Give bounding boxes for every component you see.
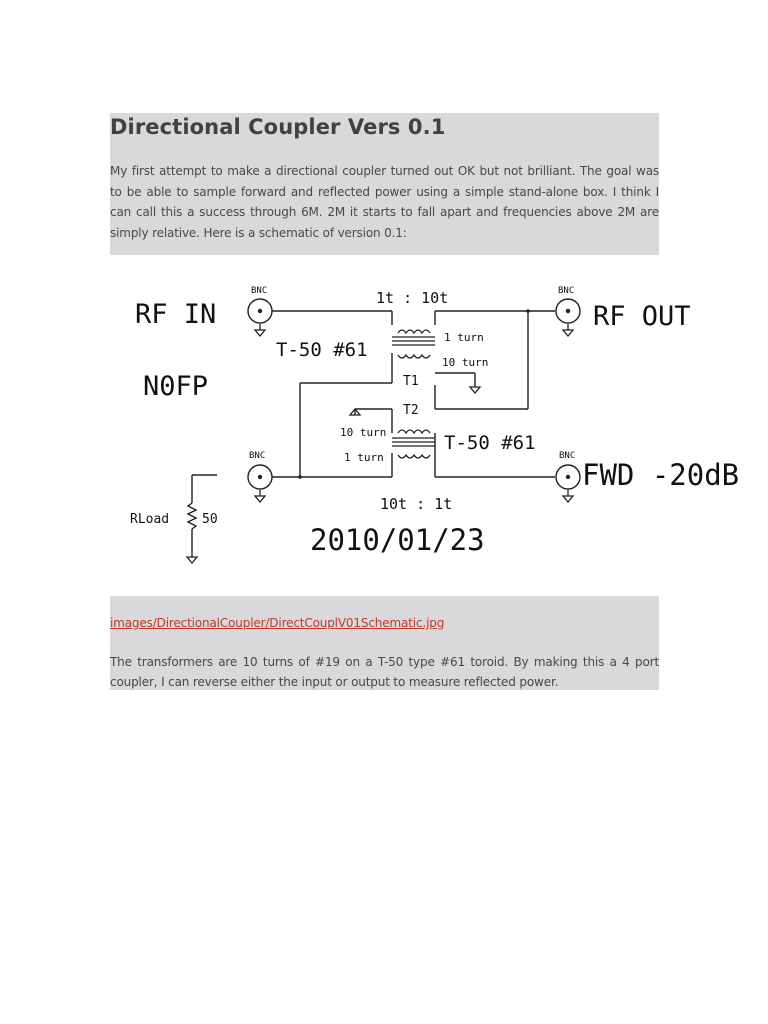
- intro-paragraph: My first attempt to make a directional coupler turned out OK but not brilliant. The goal was to be able to sample forward and reflected power using a simple stand-alone box. I think I can call this a success through 6M. 2M it starts to fall apart and frequencies above 2M are simply relative. Here is a schematic of version 0.1:: [110, 164, 659, 240]
- core-top-label: T-50 #61: [276, 339, 368, 361]
- core-bottom-label: T-50 #61: [444, 432, 536, 454]
- turn1-top-label: 1 turn: [444, 331, 484, 344]
- t2-label: T2: [403, 403, 419, 418]
- rload-value-label: 50: [202, 512, 218, 527]
- fwd-label: FWD -20dB: [582, 458, 740, 492]
- bnc-label-3: BNC: [249, 451, 266, 461]
- turn10-top-label: 10 turn: [442, 356, 489, 369]
- t1-label: T1: [403, 374, 419, 389]
- rf-in-label: RF IN: [135, 299, 217, 330]
- rload-label: RLoad: [130, 512, 170, 527]
- transformer-t2-icon: [392, 430, 435, 458]
- schematic-image-link[interactable]: images/DirectionalCoupler/DirectCouplV01Schematic.jpg: [110, 616, 445, 630]
- turn1-bottom-label: 1 turn: [344, 451, 384, 464]
- bnc-label-1: BNC: [251, 286, 268, 296]
- caption-panel: [110, 596, 659, 690]
- intro-panel: [110, 113, 659, 255]
- bnc-label-4: BNC: [559, 451, 576, 461]
- bnc-connectors: [248, 299, 580, 489]
- page-title: Directional Coupler Vers 0.1: [110, 115, 446, 139]
- rf-out-label: RF OUT: [593, 301, 691, 332]
- bnc-label-2: BNC: [558, 286, 575, 296]
- callsign-label: N0FP: [143, 371, 209, 402]
- turn10-bottom-label: 10 turn: [340, 426, 387, 439]
- date-label: 2010/01/23: [310, 523, 485, 557]
- schematic-diagram: [110, 275, 768, 580]
- transformer-t1-icon: [392, 330, 435, 358]
- ratio-top-label: 1t : 10t: [376, 289, 449, 307]
- ratio-bottom-label: 10t : 1t: [380, 495, 453, 513]
- outro-paragraph: The transformers are 10 turns of #19 on a T-50 type #61 toroid. By making this a 4 port coupler, I can reverse either the input or output to measure reflected power.: [110, 655, 659, 689]
